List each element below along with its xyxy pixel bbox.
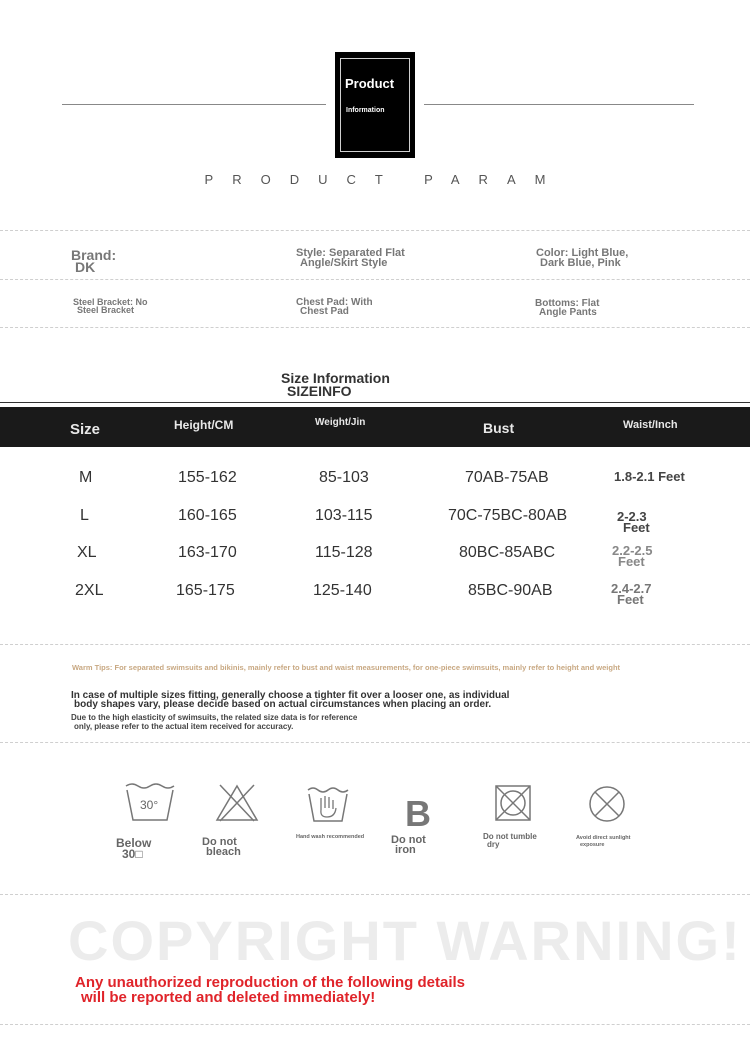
cell-waist [614, 471, 685, 482]
size-info-title [281, 372, 390, 398]
cell-waist [611, 583, 651, 605]
cell-weight: 115-128 [315, 544, 373, 561]
cell-waist-line2: Feet [623, 520, 650, 535]
no-bleach-icon [214, 783, 260, 828]
no-tumble-dry-label-line1: Do not tumble [483, 832, 537, 841]
cell-height: 155-162 [178, 469, 237, 486]
cell-bust: 70C-75BC-80AB [448, 507, 568, 524]
badge-title: Product [345, 76, 395, 91]
header-size: Size [70, 421, 101, 438]
no-iron-label [391, 835, 426, 855]
divider [0, 742, 750, 743]
param-bracket-line2: Steel Bracket [77, 305, 135, 315]
wash-30-label-line2: 30□ [122, 847, 143, 861]
no-iron-label-line1: Do not [391, 834, 426, 846]
warm-tips: Warm Tips: For separated swimsuits and bikinis, mainly refer to bust and waist measurements, for one-piece swimsuits, mainly refer to height and weight [72, 663, 621, 672]
product-info-badge [335, 52, 415, 158]
hand-wash-icon [306, 784, 350, 829]
copyright-line1: Any unauthorized reproduction of the following details [75, 974, 465, 991]
cell-height: 165-175 [176, 582, 235, 599]
elasticity-note [71, 713, 357, 731]
cell-waist-line1: 2.4-2.7 [611, 581, 652, 596]
cell-waist-line1: 2-2.3 [617, 509, 647, 524]
no-direct-sunlight-label-line2: exposure [580, 842, 605, 848]
cell-waist-line1: 2.2-2.5 [612, 543, 653, 558]
param-chest-pad [296, 298, 373, 316]
param-bracket-line1: Steel Bracket: No [73, 297, 148, 307]
no-iron-label-line2: iron [395, 844, 416, 856]
divider [0, 279, 750, 280]
no-bleach-label [202, 837, 241, 857]
divider [0, 327, 750, 328]
header-line-left [62, 104, 326, 105]
cell-size: 2XL [75, 582, 104, 599]
hand-wash-label: Hand wash recommended [296, 834, 365, 840]
badge-subtitle: Information [346, 107, 385, 114]
cell-size: M [79, 469, 93, 486]
copyright-warning-text [75, 975, 465, 1005]
size-info-subheading: SIZEINFO [287, 383, 352, 399]
cell-bust: 70AB-75AB [465, 469, 549, 486]
param-bottoms-line2: Angle Pants [539, 307, 597, 318]
param-bottoms [535, 299, 599, 317]
cell-bust: 80BC-85ABC [459, 544, 556, 561]
param-brand-line2: DK [75, 259, 96, 275]
copyright-line2: will be reported and deleted immediately! [81, 989, 376, 1006]
cell-bust: 85BC-90AB [468, 582, 553, 599]
param-chest-line2: Chest Pad [300, 306, 349, 317]
cell-waist-line2: Feet [617, 592, 644, 607]
divider [0, 644, 750, 645]
cell-waist [612, 545, 652, 567]
cell-waist-line2: Feet [618, 554, 645, 569]
cell-weight: 85-103 [319, 469, 369, 486]
header-waist: Waist/Inch [623, 419, 678, 431]
cell-waist [617, 511, 650, 533]
table-top-line [0, 402, 750, 403]
param-style [296, 248, 405, 268]
divider [0, 894, 750, 895]
no-direct-sunlight-label [576, 835, 631, 849]
cell-weight: 103-115 [315, 507, 373, 524]
elasticity-note-line1: Due to the high elasticity of swimsuits, the related size data is for reference [71, 713, 358, 722]
param-chest-line1: Chest Pad: With [296, 297, 373, 308]
no-bleach-label-line2: bleach [206, 846, 241, 858]
divider [0, 1024, 750, 1025]
param-bottoms-line1: Bottoms: Flat [535, 298, 600, 309]
header-line-right [424, 104, 694, 105]
size-table-header [0, 407, 750, 447]
wash-temp: 30° [140, 798, 159, 812]
no-tumble-dry-icon [494, 784, 534, 829]
divider [0, 230, 750, 231]
size-info-heading: Size Information [281, 370, 390, 386]
cell-size: XL [77, 544, 97, 561]
no-tumble-dry-label-line2: dry [487, 840, 500, 849]
param-color-line2: Dark Blue, Pink [540, 257, 621, 269]
fit-advice-line2: body shapes vary, please decide based on actual circumstances when placing an order. [74, 699, 492, 710]
no-iron-icon: B [405, 793, 431, 834]
no-tumble-dry-label [483, 833, 537, 849]
product-param-heading: PRODUCT PARAM [204, 172, 565, 187]
cell-size: L [80, 507, 89, 524]
param-brand-line1: Brand: [71, 247, 117, 263]
cell-waist-line1: 1.8-2.1 Feet [614, 469, 685, 484]
no-bleach-label-line1: Do not [202, 836, 237, 848]
wash-30-label-line1: Below [116, 836, 152, 850]
cell-weight: 125-140 [313, 582, 372, 599]
no-direct-sunlight-label-line1: Avoid direct sunlight [576, 835, 631, 841]
copyright-warning-title: COPYRIGHT WARNING! [68, 909, 742, 972]
badge-frame [340, 58, 410, 152]
param-steel-bracket [73, 298, 148, 314]
fit-advice-line1: In case of multiple sizes fitting, generally choose a tighter fit over a looser one, as individual [71, 690, 510, 701]
no-direct-sunlight-icon [587, 784, 629, 831]
fit-advice [71, 691, 509, 709]
param-brand [71, 249, 116, 273]
cell-height: 163-170 [178, 544, 237, 561]
header-bust: Bust [483, 420, 515, 436]
param-color-line1: Color: Light Blue, [536, 247, 629, 259]
param-style-line1: Style: Separated Flat [296, 247, 405, 259]
param-color [536, 248, 628, 268]
header-weight: Weight/Jin [315, 417, 366, 428]
wash-30-label [116, 838, 151, 860]
param-style-line2: Angle/Skirt Style [300, 257, 388, 269]
header-height: Height/CM [174, 418, 234, 432]
elasticity-note-line2: only, please refer to the actual item received for accuracy. [74, 722, 294, 731]
cell-height: 160-165 [178, 507, 237, 524]
